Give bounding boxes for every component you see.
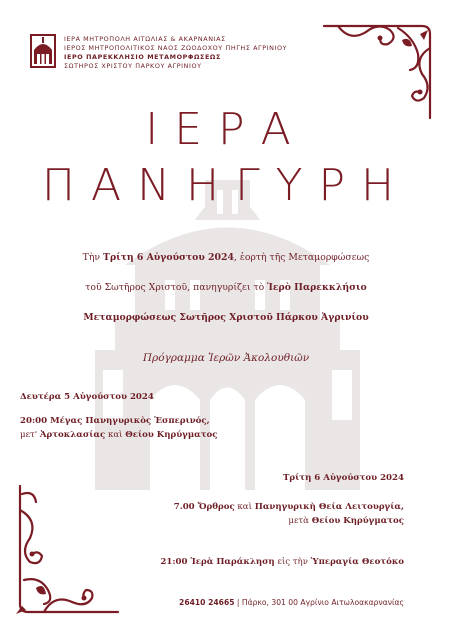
intro-text: Τὴν — [82, 252, 104, 263]
day2-evening-time: 21:00 — [160, 557, 191, 567]
poster-title-line-1: ΙΕΡΑ — [145, 104, 307, 155]
header-line-1: ΙΕΡΑ ΜΗΤΡΟΠΟΛΗ ΑΙΤΩΛΙΑΣ & ΑΚΑΡΝΑΝΙΑΣ — [64, 35, 226, 43]
intro-text: , ἑορτὴ τῆς Μεταμορφώσεως — [233, 252, 370, 263]
day1-text: καὶ — [105, 430, 126, 440]
day1-service: Μέγας Πανηγυρικὸς Ἑσπερινός, — [50, 416, 210, 426]
church-watermark — [95, 170, 360, 500]
day2-liturgy: Πανηγυρικὴ Θεία Λειτουργία, — [254, 502, 404, 512]
day2-line-3 — [160, 557, 404, 567]
day1-date: Δευτέρα 5 Αὐγούστου 2024 — [20, 392, 154, 402]
poster-title-line-2: ΠΑΝΗΓΥΡΗ — [41, 160, 411, 211]
day2-orthros: Ὄρθρος — [197, 502, 235, 512]
header-line-4: ΣΩΤΗΡΟΣ ΧΡΙΣΤΟΥ ΠΑΡΚΟΥ ΑΓΡΙΝΙΟΥ — [64, 62, 202, 70]
footer-contact — [179, 598, 404, 607]
intro-line-3 — [0, 312, 452, 323]
day2-theotokos: Ὑπεραγία Θεοτόκο — [310, 557, 404, 567]
day1-sermon: Θείου Κηρύγματος — [125, 430, 218, 440]
day1-line-1 — [20, 416, 210, 426]
day1-text: μετ' — [20, 430, 40, 440]
intro-date: Τρίτη 6 Αὐγούστου 2024 — [103, 252, 234, 263]
footer-phone: 26410 24665 — [179, 598, 235, 607]
intro-chapel-name: Μεταμορφώσεως Σωτῆρος Χριστοῦ Πάρκου Ἀγρινίου — [83, 312, 369, 323]
header-line-2: ΙΕΡΟΣ ΜΗΤΡΟΠΟΛΙΤΙΚΟΣ ΝΑΟΣ ΖΩΟΔΟΧΟΥ ΠΗΓΗΣ ΑΓΡΙΝΙΟΥ — [64, 44, 288, 52]
day2-time: 7.00 — [173, 502, 198, 512]
intro-text: τοῦ Σωτῆρος Χριστοῦ, πανηγυρίζει τὸ — [85, 282, 268, 293]
corner-ornament-bottom-left — [14, 480, 124, 620]
program-title: Πρόγραμμα Ἱερῶν Ἀκολουθιῶν — [142, 352, 310, 364]
header-line-3: ΙΕΡΟ ΠΑΡΕΚΚΛΗΣΙΟ ΜΕΤΑΜΟΡΦΩΣΕΩΣ — [64, 53, 221, 61]
day1-time: 20:00 — [20, 416, 51, 426]
day2-text: εἰς τὴν — [274, 557, 311, 567]
day2-text: καὶ — [234, 502, 255, 512]
day2-line-1 — [174, 502, 404, 512]
day2-sermon: Θείου Κηρύγματος — [311, 516, 404, 526]
church-logo-icon — [30, 34, 56, 68]
day1-artoklasia: Ἀρτοκλασίας — [39, 430, 106, 440]
day2-line-2 — [288, 516, 404, 526]
intro-line-2 — [0, 282, 452, 293]
day2-date: Τρίτη 6 Αὐγούστου 2024 — [283, 473, 404, 483]
footer-address: | Πάρκο, 301 00 Αγρίνιο Αιτωλοακαρνανίας — [234, 598, 404, 607]
day2-paraklisi: Ἱερὰ Παράκληση — [190, 557, 275, 567]
intro-line-1 — [0, 252, 452, 263]
intro-chapel: Ἱερὸ Παρεκκλήσιο — [267, 282, 367, 293]
day2-text: μετὰ — [288, 516, 312, 526]
day1-line-2 — [20, 430, 218, 440]
